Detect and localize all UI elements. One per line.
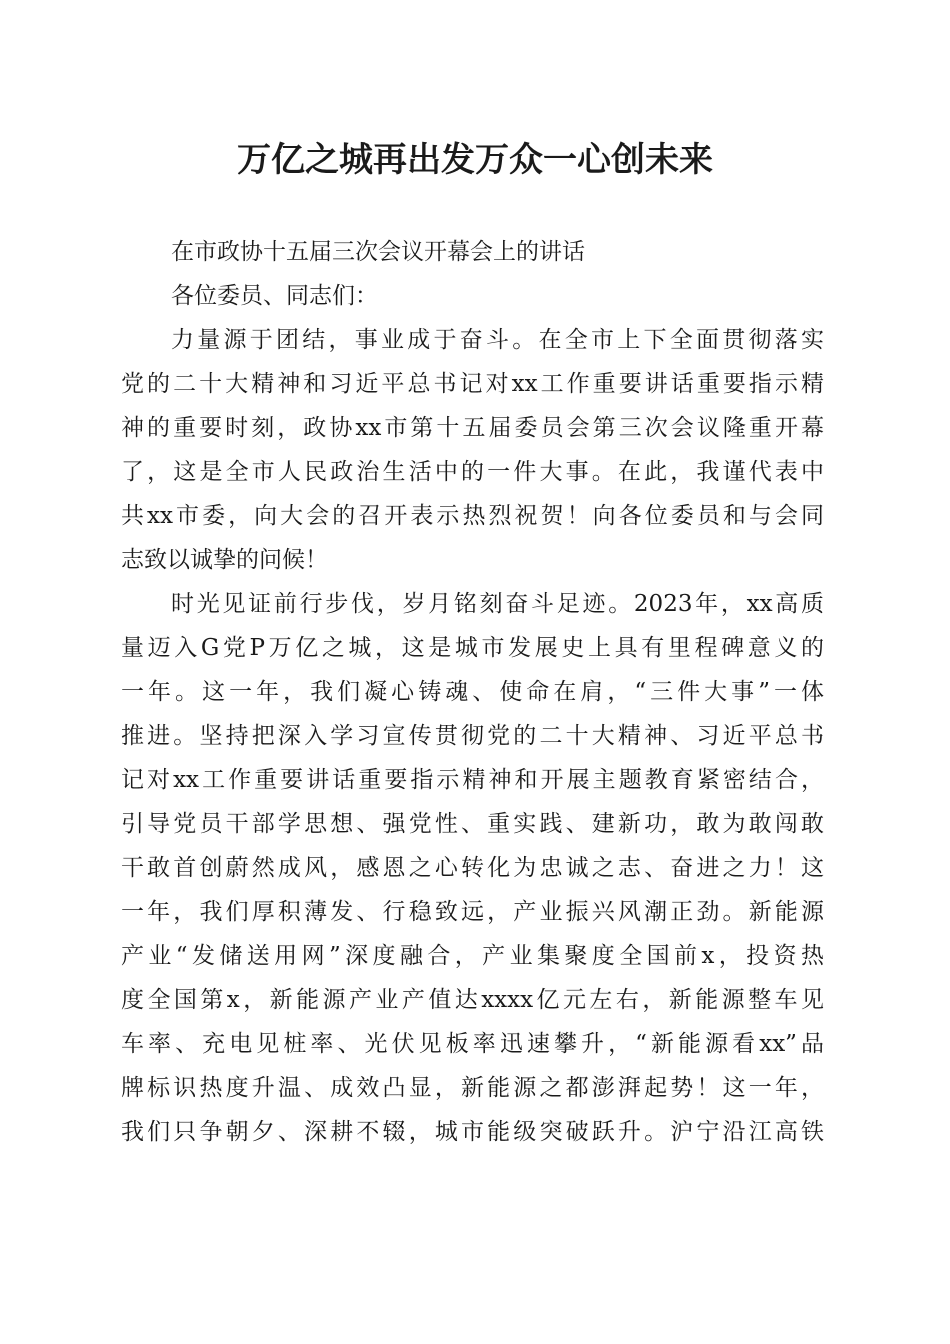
paragraph-line: 车率、充电见桩率、光伏见板率迅速攀升，“新能源看xx”品 (121, 1031, 824, 1057)
paragraph-line: 了，这是全市人民政治生活中的一件大事。在此，我谨代表中 (121, 459, 824, 485)
paragraph-line: 产业“发储送用网”深度融合，产业集聚度全国前x，投资热 (121, 943, 824, 969)
document-body (121, 230, 824, 1154)
speech-subtitle: 在市政协十五届三次会议开幕会上的讲话 (171, 239, 585, 265)
paragraph-line: 一年。这一年，我们凝心铸魂、使命在肩，“三件大事”一体 (121, 679, 824, 705)
paragraph-line: 引导党员干部学思想、强党性、重实践、建新功，敢为敢闯敢 (121, 811, 824, 837)
paragraph-line: 推进。坚持把深入学习宣传贯彻党的二十大精神、习近平总书 (121, 723, 824, 749)
paragraph-line: 志致以诚挚的问候！ (121, 547, 328, 573)
paragraph-line: 神的重要时刻，政协xx市第十五届委员会第三次会议隆重开幕 (121, 415, 824, 441)
paragraph-line: 党的二十大精神和习近平总书记对xx工作重要讲话重要指示精 (121, 371, 824, 397)
salutation: 各位委员、同志们： (171, 283, 378, 309)
document-title: 万亿之城再出发万众一心创未来 (237, 140, 713, 180)
paragraph-line: 记对xx工作重要讲话重要指示精神和开展主题教育紧密结合， (121, 767, 824, 793)
paragraph-line: 干敢首创蔚然成风，感恩之心转化为忠诚之志、奋进之力！这 (121, 855, 824, 881)
paragraph-line: 一年，我们厚积薄发、行稳致远，产业振兴风潮正劲。新能源 (121, 899, 824, 925)
paragraph-line: 力量源于团结，事业成于奋斗。在全市上下全面贯彻落实 (171, 327, 824, 353)
paragraph-line: 牌标识热度升温、成效凸显，新能源之都澎湃起势！这一年， (121, 1075, 824, 1101)
paragraph-line: 量迈入G党P万亿之城，这是城市发展史上具有里程碑意义的 (121, 635, 824, 661)
paragraph-1 (121, 318, 824, 582)
paragraph-line: 共xx市委，向大会的召开表示热烈祝贺！向各位委员和与会同 (121, 503, 824, 529)
paragraph-2 (121, 582, 824, 1154)
paragraph-line: 时光见证前行步伐，岁月铭刻奋斗足迹。2023年，xx高质 (171, 591, 824, 617)
paragraph-line: 度全国第x，新能源产业产值达xxxx亿元左右，新能源整车见 (121, 987, 824, 1013)
paragraph-line: 我们只争朝夕、深耕不辍，城市能级突破跃升。沪宁沿江高铁 (121, 1119, 824, 1145)
